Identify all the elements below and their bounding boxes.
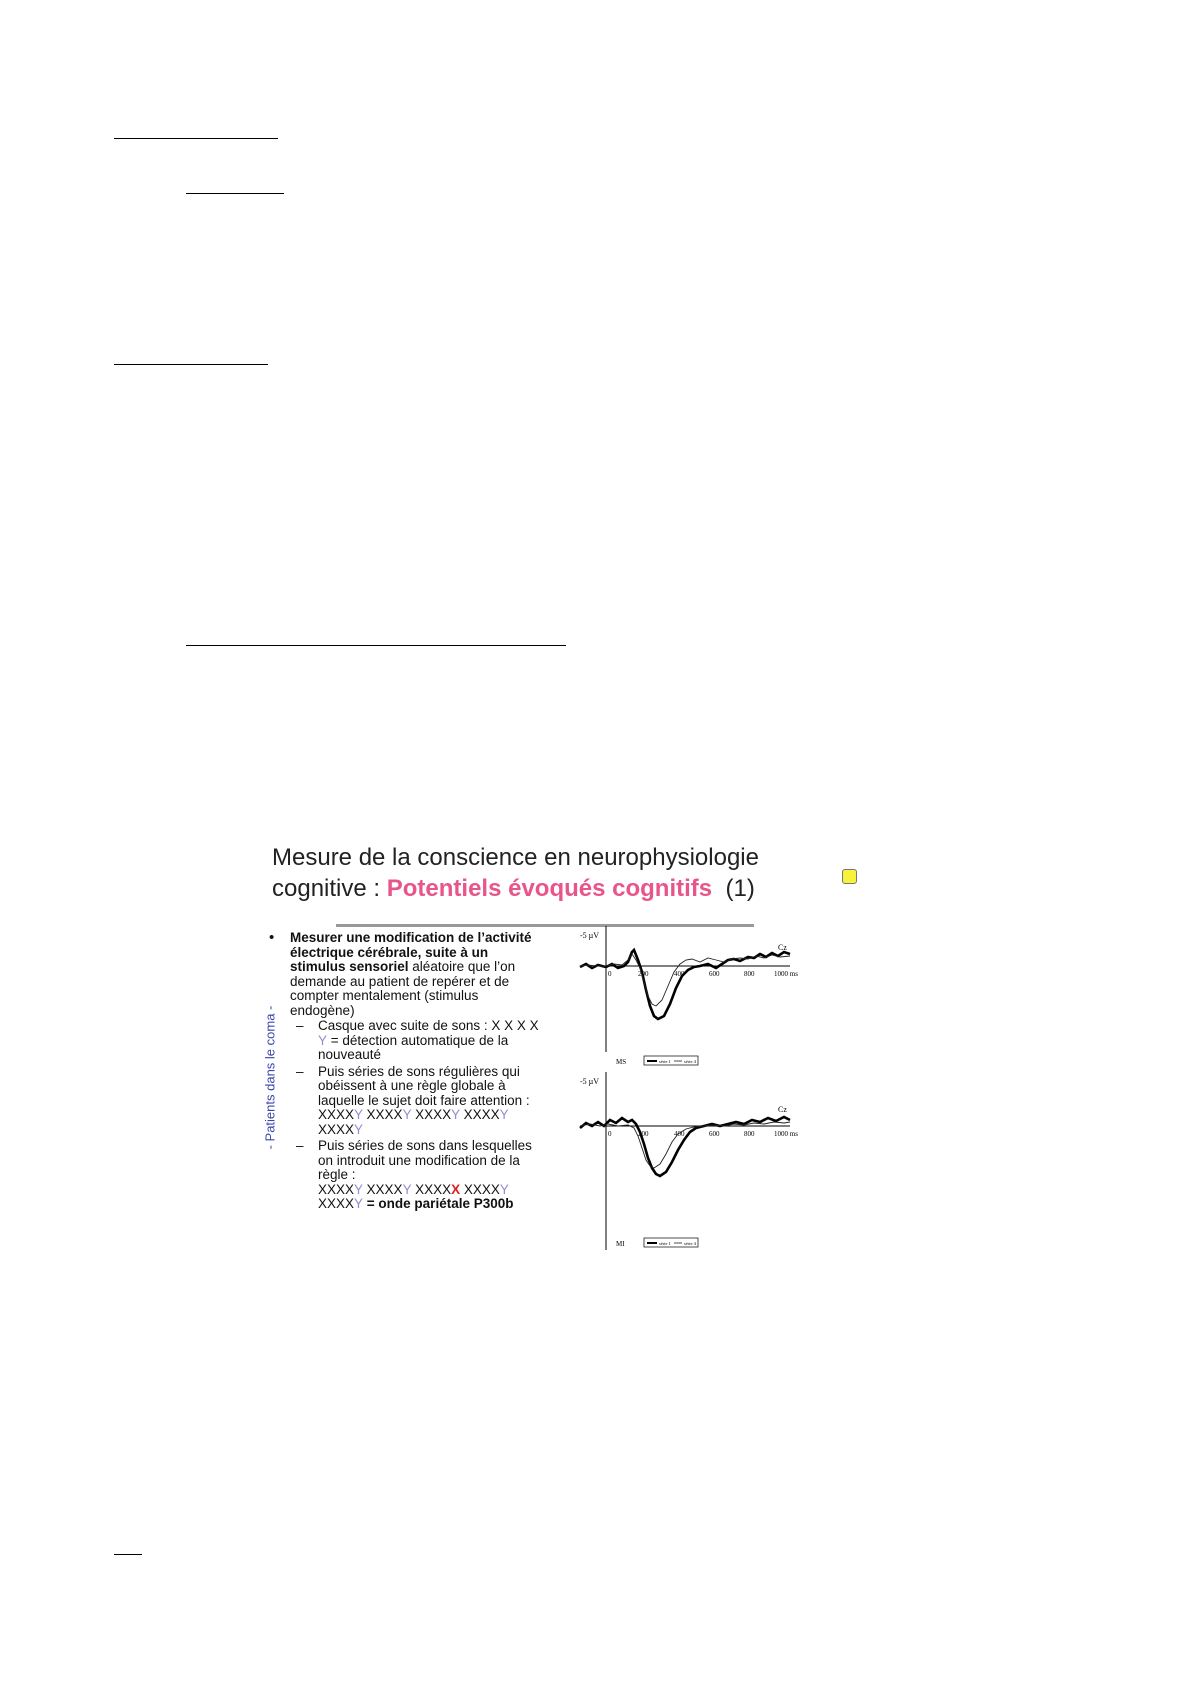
bullet-main (264, 931, 544, 1018)
embedded-slide-image (228, 832, 842, 1262)
subitem-2 (264, 1065, 544, 1138)
seq-x: XXXX (460, 1181, 500, 1197)
legend-label-1: série 1 (659, 1241, 671, 1246)
seq-x: XXXX (411, 1107, 452, 1122)
panel-label: MS (616, 1058, 627, 1066)
slide-title-prefix: cognitive : (272, 875, 387, 902)
subitem-3-text: Puis séries de sons dans lesquelles on introduit une modification de la règle : (318, 1138, 532, 1182)
heading-rule-3 (114, 364, 268, 365)
seq-y: Y (451, 1107, 460, 1122)
seq-y: Y (499, 1181, 509, 1197)
dash-icon: – (296, 1018, 304, 1033)
tick-label: 400 (674, 970, 685, 978)
seq-x: XXXX (411, 1181, 452, 1197)
heading-rule-1 (114, 138, 278, 139)
slide-bullets (264, 931, 544, 1212)
bullet-text: aléatoire que l’on demande au patient de repérer et de compter mentalement (stimulus endogène) (290, 959, 516, 1018)
seq-y: Y (354, 1196, 364, 1211)
y-axis-label: -5 µV (580, 931, 600, 940)
subitem-2-sequence (318, 1107, 508, 1137)
electrode-label: Cz (778, 943, 787, 952)
erp-plots (578, 924, 834, 1260)
seq-x: XXXX (318, 1107, 355, 1122)
waveform-serie-4 (580, 954, 790, 1006)
erp-panel-top (580, 926, 798, 1066)
heading-rule-4 (186, 645, 566, 646)
seq-y: Y (402, 1107, 412, 1122)
seq-x: XXXX (459, 1107, 500, 1122)
subitem-2-text: Puis séries de sons régulières qui obéissent à une règle globale à laquelle le sujet doit faire attention : (318, 1063, 530, 1108)
legend-label-4: série 4 (684, 1059, 696, 1064)
side-label: - Patients dans le coma - (262, 1005, 278, 1150)
panel-label: MI (616, 1240, 625, 1248)
slide-title-suffix: (1) (725, 875, 755, 902)
subitem-3-sequence (318, 1182, 514, 1212)
seq-x: XXXX (362, 1107, 403, 1122)
seq-y: Y (354, 1107, 363, 1122)
bullet-dot-icon: • (269, 929, 275, 946)
legend-label-1: série 1 (659, 1059, 671, 1064)
tick-label: 0 (608, 970, 612, 978)
heading-rule-2 (186, 193, 284, 194)
electrode-label: Cz (778, 1105, 787, 1114)
seq-deviant-x: X (451, 1181, 461, 1197)
seq-x: XXXX (318, 1181, 355, 1197)
footer-rule (114, 1554, 142, 1555)
y-axis-label: -5 µV (580, 1077, 600, 1086)
slide-title-line1: Mesure de la conscience en neurophysiologie (272, 844, 759, 871)
slide-title-accent: Potentiels évoqués cognitifs (386, 875, 713, 902)
subitem-1 (264, 1019, 544, 1063)
subitem-1-text: Casque avec suite de sons : X X X X (318, 1018, 539, 1033)
tick-label: 400 (674, 1130, 685, 1138)
bullet-bold-text: Mesurer une modification de l’activité électrique cérébrale, suite à un stimulus sensoriel (290, 930, 532, 974)
seq-x: XXXX (362, 1181, 403, 1197)
p300b-label: = onde pariétale P300b (363, 1196, 514, 1211)
seq-y: Y (354, 1121, 364, 1137)
seq-y: Y (499, 1107, 509, 1122)
y-letter: Y (318, 1032, 328, 1048)
dash-icon: – (296, 1138, 304, 1153)
comment-icon[interactable] (842, 869, 857, 884)
tick-label: 1000 ms (774, 970, 798, 978)
erp-panel-bottom (580, 1072, 798, 1250)
tick-label: 600 (709, 970, 720, 978)
dash-icon: – (296, 1063, 304, 1079)
subitem-1-text-end: = détection automatique de la nouveauté (318, 1032, 509, 1062)
legend-label-4: série 4 (684, 1241, 696, 1246)
tick-label: 1000 ms (774, 1130, 798, 1138)
waveform-serie-4 (580, 1122, 790, 1168)
tick-label: 0 (608, 1130, 612, 1138)
seq-x: XXXX (318, 1196, 355, 1211)
tick-label: 800 (744, 970, 755, 978)
erp-plots-svg (578, 924, 834, 1260)
tick-label: 600 (709, 1130, 720, 1138)
seq-x: XXXX (318, 1121, 355, 1137)
subitem-3 (264, 1139, 544, 1212)
seq-y: Y (402, 1181, 412, 1197)
tick-label: 200 (638, 970, 649, 978)
tick-label: 200 (638, 1130, 649, 1138)
slide-title (272, 842, 759, 904)
tick-label: 800 (744, 1130, 755, 1138)
seq-y: Y (354, 1181, 363, 1197)
